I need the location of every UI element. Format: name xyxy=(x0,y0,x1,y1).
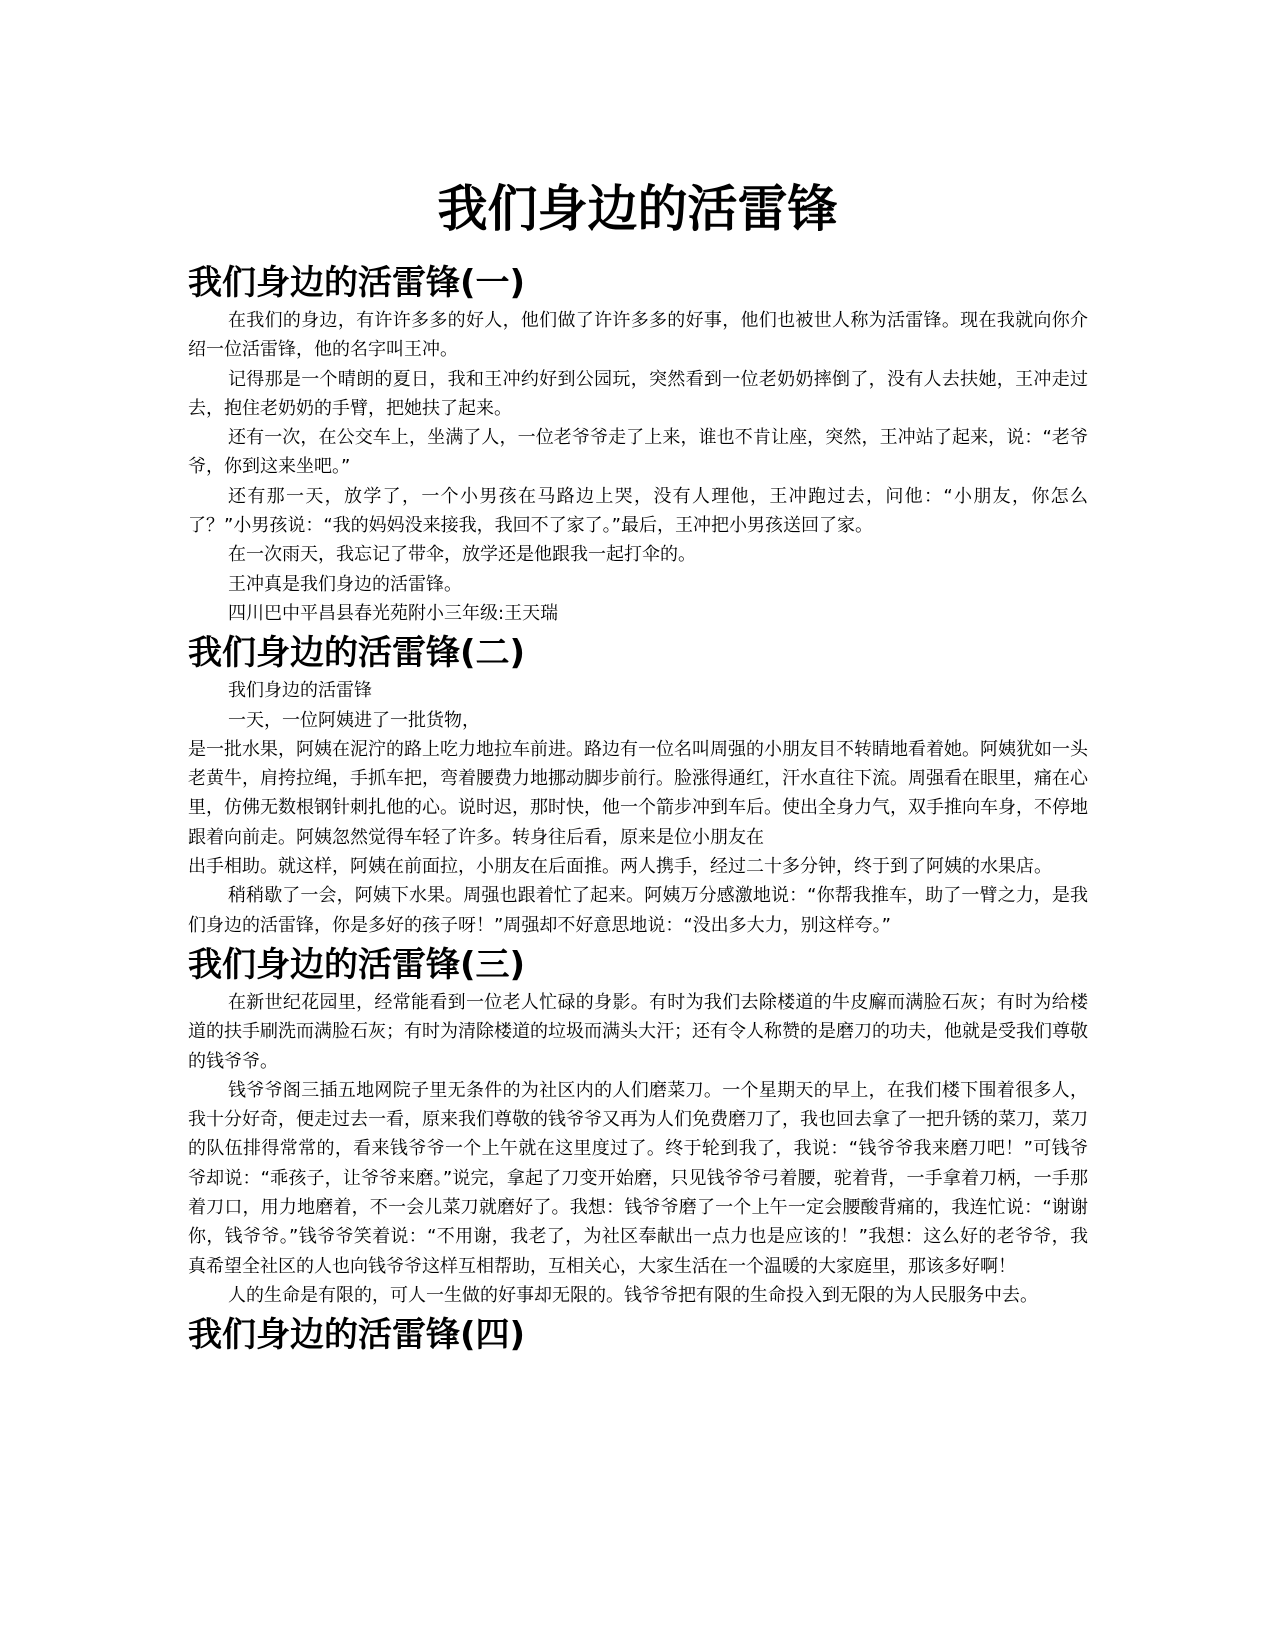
section-2 xyxy=(188,628,1088,940)
document-body xyxy=(188,258,1088,1358)
paragraph: 一天，一位阿姨进了一批货物， xyxy=(228,709,480,731)
paragraph: 出手相助。就这样，阿姨在前面拉，小朋友在后面推。两人携手，经过二十多分钟，终于到了阿姨的水果店。 xyxy=(188,856,1052,878)
paragraph: 在一次雨天，我忘记了带伞，放学还是他跟我一起打伞的。 xyxy=(228,544,696,566)
paragraph: 我们身边的活雷锋 xyxy=(228,680,372,702)
paragraph: 钱爷爷阁三插五地网院子里无条件的为社区内的人们磨菜刀。一个星期天的早上，在我们楼下围着很多人，我十分好奇，便走过去一看，原来我们尊敬的钱爷爷又再为人们免费磨刀了，我也回去拿了一把升锈的菜刀，菜刀的队伍排得常常的，看来钱爷爷一个上午就在这里度过了。终于轮到我了，我说：“钱爷爷我来磨刀吧！”可钱爷爷却说：“乖孩子，让爷爷来磨。”说完，拿起了刀变开始磨，只见钱爷爷弓着腰，驼着背，一手拿着刀柄，一手那着刀口，用力地磨着，不一会儿菜刀就磨好了。我想：钱爷爷磨了一个上午一定会腰酸背痛的，我连忙说：“谢谢你，钱爷爷。”钱爷爷笑着说：“不用谢，我老了，为社区奉献出一点力也是应该的！”我想：这么好的老爷爷，我真希望全社区的人也向钱爷爷这样互相帮助，互相关心，大家生活在一个温暖的大家庭里，那该多好啊！ xyxy=(188,1079,1088,1277)
paragraph: 人的生命是有限的，可人一生做的好事却无限的。钱爷爷把有限的生命投入到无限的为人民服务中去。 xyxy=(228,1284,1038,1306)
section-heading: 我们身边的活雷锋(四) xyxy=(188,1315,526,1356)
section-heading: 我们身边的活雷锋(一) xyxy=(188,263,526,303)
paragraph: 记得那是一个晴朗的夏日，我和王冲约好到公园玩，突然看到一位老奶奶摔倒了，没有人去扶她，王冲走过去，抱住老奶奶的手臂，把她扶了起来。 xyxy=(188,368,1088,419)
paragraph: 王冲真是我们身边的活雷锋。 xyxy=(228,573,462,595)
section-3 xyxy=(188,940,1088,1310)
section-1 xyxy=(188,258,1088,628)
section-heading: 我们身边的活雷锋(三) xyxy=(188,944,526,985)
paragraph: 在新世纪花园里，经常能看到一位老人忙碌的身影。有时为我们去除楼道的牛皮廨而满脸石灰；有时为给楼道的扶手刷洗而满脸石灰；有时为清除楼道的垃圾而满头大汗；还有令人称赞的是磨刀的功夫，他就是受我们尊敬的钱爷爷。 xyxy=(188,991,1088,1072)
paragraph: 稍稍歇了一会，阿姨下水果。周强也跟着忙了起来。阿姨万分感激地说：“你帮我推车，助了一臂之力，是我们身边的活雷锋，你是多好的孩子呀！”周强却不好意思地说：“没出多大力，别这样夸。” xyxy=(188,885,1088,936)
paragraph: 还有一次，在公交车上，坐满了人，一位老爷爷走了上来，谁也不肯让座，突然，王冲站了起来，说：“老爷爷，你到这来坐吧。” xyxy=(188,427,1088,478)
section-heading: 我们身边的活雷锋(二) xyxy=(188,633,526,674)
document-title: 我们身边的活雷锋 xyxy=(437,180,838,238)
paragraph: 还有那一天，放学了，一个小男孩在马路边上哭，没有人理他，王冲跑过去，问他：“小朋友，你怎么了？”小男孩说：“我的妈妈没来接我，我回不了家了。”最后，王冲把小男孩送回了家。 xyxy=(188,485,1088,537)
author-line: 四川巴中平昌县春光苑附小三年级:王天瑞 xyxy=(228,602,559,624)
paragraph: 是一批水果，阿姨在泥泞的路上吃力地拉车前进。路边有一位名叫周强的小朋友目不转睛地看着她。阿姨犹如一头老黄牛，肩挎拉绳，手抓车把，弯着腰费力地挪动脚步前行。脸涨得通红，汗水直往下流。周强看在眼里，痛在心里，仿佛无数根钢针刺扎他的心。说时迟，那时快，他一个箭步冲到车后。使出全身力气，双手推向车身，不停地跟着向前走。阿姨忽然觉得车轻了许多。转身往后看，原来是位小朋友在 xyxy=(188,738,1088,848)
section-4 xyxy=(188,1310,1088,1358)
paragraph: 在我们的身边，有许许多多的好人，他们做了许许多多的好事，他们也被世人称为活雷锋。现在我就向你介绍一位活雷锋，他的名字叫王冲。 xyxy=(188,310,1088,361)
